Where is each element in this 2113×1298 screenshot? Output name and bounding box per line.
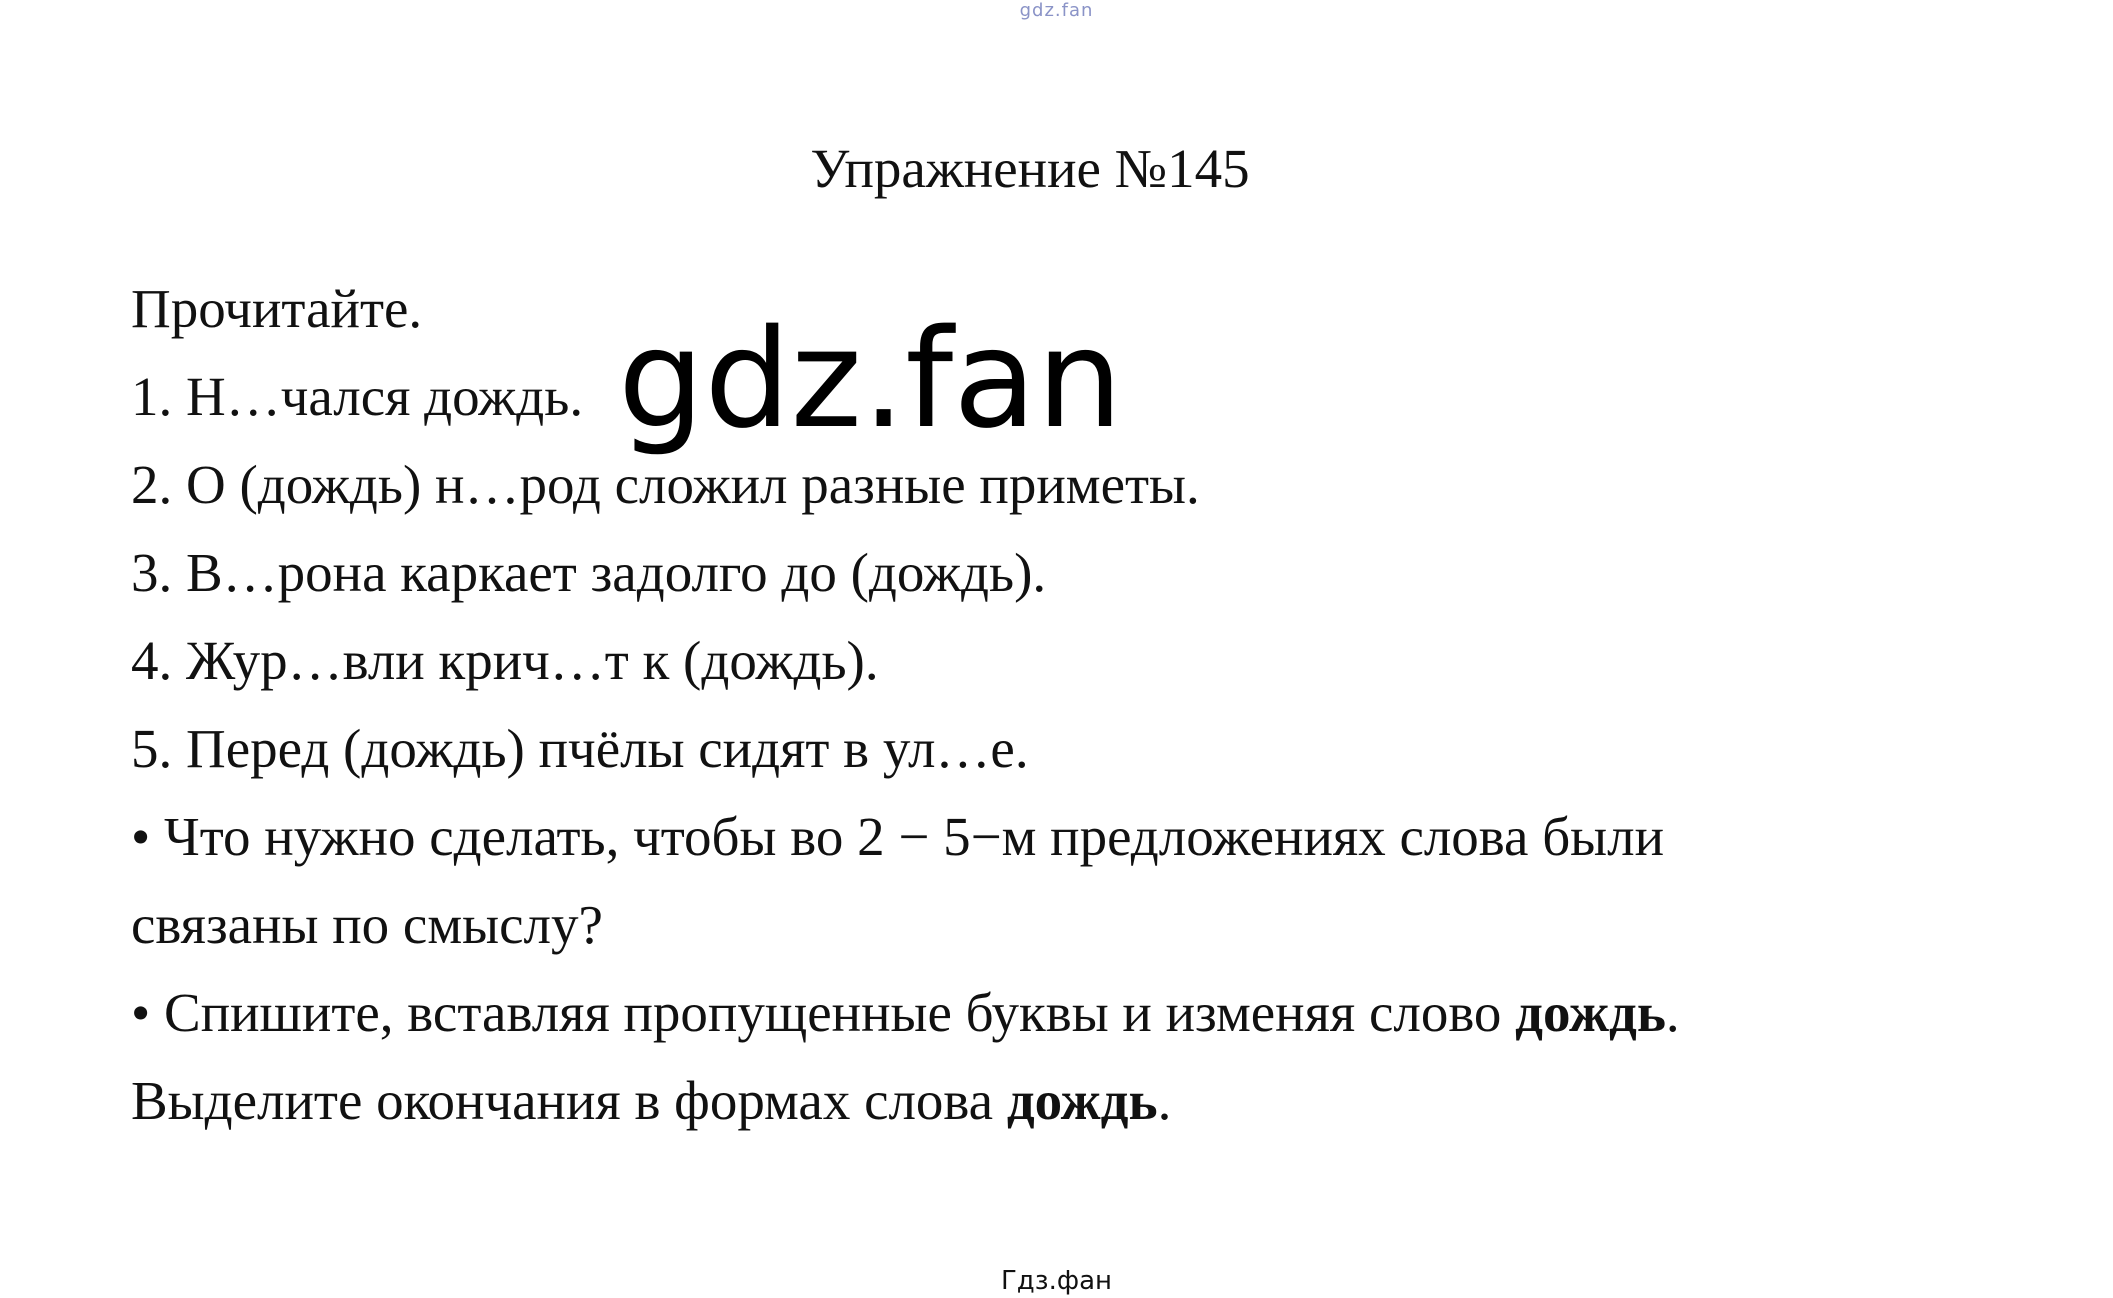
page-title: Упражнение №145: [810, 138, 1250, 199]
sentence-2: 2. О (дождь) н…род сложил разные приметы.: [131, 454, 1200, 515]
sentence-5: 5. Перед (дождь) пчёлы сидят в ул…е.: [131, 718, 1029, 779]
sentence-3: 3. В…рона каркает задолго до (дождь).: [131, 542, 1047, 603]
footer-watermark: Гдз.фан: [1000, 1266, 1113, 1296]
task-2-line-2-text: Выделите окончания в формах слова: [131, 1070, 1007, 1131]
task-2-line-2-end: .: [1157, 1070, 1172, 1131]
task-1-line-1: • Что нужно сделать, чтобы во 2 − 5−м предложениях слова были: [131, 806, 1665, 867]
task-2-line-1-text: • Спишите, вставляя пропущенные буквы и изменяя слово: [131, 982, 1516, 1043]
task-2-line-2: [131, 1057, 2031, 1145]
top-watermark: gdz.fan: [1019, 0, 1094, 21]
task-2-line-2-bold-word: дождь: [1006, 1070, 1158, 1131]
instruction-text: Прочитайте.: [131, 278, 423, 339]
task-2-line-1: [131, 969, 2031, 1057]
task-2-line-1-bold-word: дождь: [1515, 982, 1666, 1043]
task-1-line-2: связаны по смыслу?: [131, 894, 603, 955]
task-2-line-1-end: .: [1665, 982, 1680, 1043]
center-watermark: gdz.fan: [618, 301, 1123, 459]
sentence-4: 4. Жур…вли крич…т к (дождь).: [131, 630, 879, 691]
sentence-1: 1. Н…чался дождь.: [131, 366, 584, 427]
